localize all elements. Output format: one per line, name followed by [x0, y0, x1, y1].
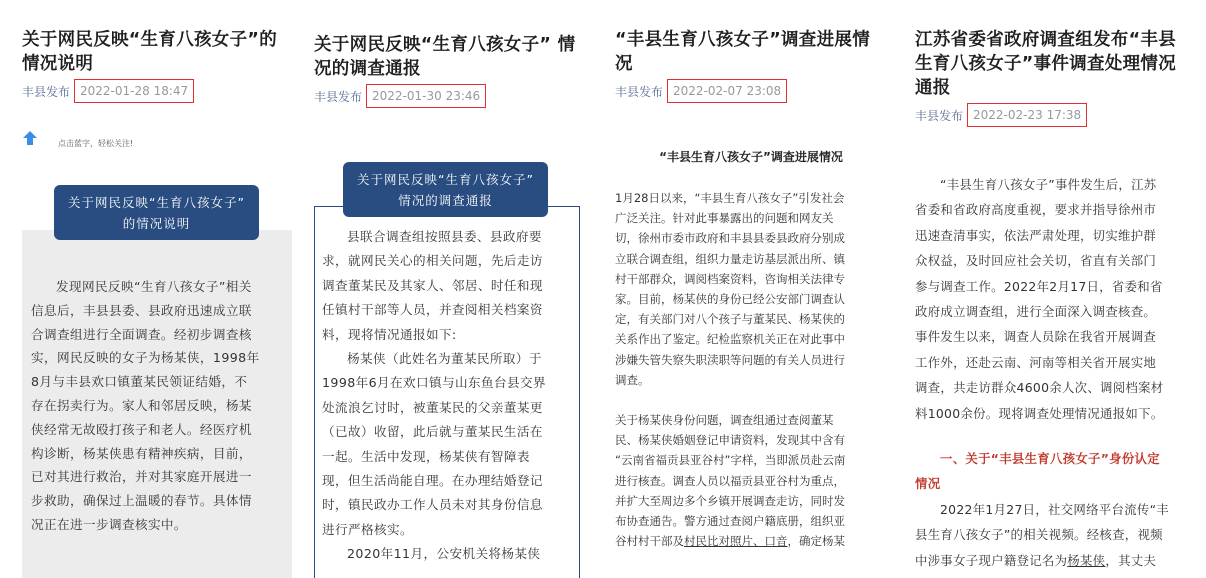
article-title	[22, 28, 292, 76]
body-text	[915, 172, 1190, 573]
text-line: 已对其进行救治，并对其家庭开展进一	[31, 469, 252, 485]
text-line: 家。目前，杨某侠的身份已经公安部门调查认	[615, 292, 845, 307]
text-line: 调查。	[615, 372, 650, 387]
publish-date: 2022-02-23 17:38	[967, 103, 1087, 127]
section-heading: 一、关于“丰县生育八孩女子”身份认定	[940, 451, 1160, 467]
text-line: 8月与丰县欢口镇董某民领证结婚，不	[31, 374, 248, 390]
text-line: 步救助，确保过上温暖的春节。具体情	[31, 493, 252, 509]
follow-hint: 点击蓝字，轻松关注!	[58, 139, 134, 148]
text-line: 侠经常无故殴打孩子和老人。经医疗机	[31, 421, 252, 437]
text-fragment: 中涉事女子现户籍登记名为	[915, 552, 1068, 568]
text-line: 时，镇民政办工作人员未对其身份信息	[322, 497, 543, 513]
article-meta	[915, 103, 1087, 127]
body-text	[615, 188, 895, 551]
text-line: 事件发生以来，调查人员除在我省开展调查	[915, 329, 1157, 345]
text-line: 调查，共走访群众4600余人次、调阅档案材	[915, 380, 1164, 396]
title-line: 况的调查通报	[314, 59, 421, 79]
text-line: 进行核查。调查人员以福贡县亚谷村为重点，	[615, 473, 845, 488]
text-line: “丰县生育八孩女子”事件发生后，江苏	[940, 177, 1157, 192]
text-line: 况正在进一步调查核实中。	[31, 516, 187, 532]
text-line: 1月28日以来，“丰县生育八孩女子”引发社会	[615, 191, 845, 205]
publish-date: 2022-01-30 23:46	[366, 84, 486, 108]
text-line: 切，徐州市委市政府和丰县县委县政府分别成	[615, 231, 845, 246]
text-line	[615, 531, 895, 551]
article-title	[915, 28, 1200, 100]
text-line: 料1000余份。现将调查处理情况通报如下。	[915, 405, 1164, 421]
title-line: 况	[615, 54, 633, 74]
title-line: 江苏省委省政府调查组发布“丰县	[915, 30, 1177, 50]
text-line: 存在拐卖行为。家人和邻居反映，杨某	[31, 397, 252, 413]
banner-line: 关于网民反映“生育八孩女子”	[68, 194, 245, 210]
text-line: 杨某侠（此姓名为董某民所取）于	[347, 351, 542, 367]
text-line: 并扩大至周边多个乡镇开展调查走访，同时发	[615, 493, 845, 508]
banner-line: 关于网民反映“生育八孩女子”	[357, 171, 534, 187]
article-meta	[314, 84, 486, 108]
text-fragment: ，确定杨某	[787, 534, 845, 549]
text-line: 构诊断，杨某侠患有精神疾病，目前，	[31, 445, 252, 461]
text-line: 2020年11月，公安机关将杨某侠	[347, 546, 541, 562]
text-line: 定，有关部门对八个孩子与董某民、杨某侠的	[615, 312, 845, 327]
title-line: 通报	[915, 78, 951, 98]
text-line: 迅速查清事实，依法严肃处理，切实维护群	[915, 227, 1157, 243]
text-line: 参与调查工作。2022年2月17日，省委和省	[915, 278, 1163, 294]
section-heading: 情况	[915, 476, 941, 492]
article-meta	[615, 79, 787, 103]
text-line: （已故）收留，此后就与董某民生活在	[322, 424, 543, 440]
text-line: 调查董某民及其家人、邻居、时任和现	[322, 277, 543, 293]
body-text	[322, 225, 577, 567]
article-title	[314, 33, 589, 81]
text-fragment: 谷村村干部及	[615, 534, 684, 549]
text-line: 立联合调查组，组织力量走访基层派出所、镇	[615, 251, 845, 266]
text-line: 进行严格核实。	[322, 521, 413, 537]
text-line: 关系作出了鉴定。纪检监察机关正在对此事中	[615, 332, 845, 347]
arrow-up-icon	[23, 131, 37, 145]
text-line: 合调查组进行全面调查。经初步调查核	[31, 326, 252, 342]
text-line	[915, 548, 1190, 573]
article-column-2	[300, 0, 600, 578]
article-column-4	[900, 0, 1200, 578]
source-link[interactable]: 丰县发布	[615, 84, 664, 99]
body-text	[31, 275, 286, 537]
article-meta	[22, 79, 194, 103]
article-column-1	[0, 0, 300, 578]
source-link[interactable]: 丰县发布	[22, 84, 71, 99]
text-line: 民、杨某侠婚姻登记申请资料，发现其中含有	[615, 433, 845, 448]
title-line: “丰县生育八孩女子”调查进展情	[615, 30, 871, 50]
text-line: 省委和省政府高度重视，要求并指导徐州市	[915, 202, 1157, 218]
text-line: “云南省福贡县亚谷村”字样，当即派员赴云南	[615, 453, 846, 468]
text-line: 料，现将情况通报如下:	[322, 326, 457, 342]
source-link[interactable]: 丰县发布	[314, 89, 363, 104]
subheading: “丰县生育八孩女子”调查进展情况	[659, 150, 843, 164]
text-line: 1998年6月在欢口镇与山东鱼台县交界	[322, 375, 546, 391]
text-fragment: ，其丈夫	[1105, 552, 1157, 568]
text-line: 县生育八孩女子”的相关视频。经核查，视频	[915, 527, 1163, 543]
text-line: 求，就网民关心的相关问题，先后走访	[322, 253, 543, 269]
publish-date: 2022-01-28 18:47	[74, 79, 194, 103]
title-line: 关于网民反映“生育八孩女子”的	[22, 30, 278, 50]
text-line: 村干部群众，调阅档案资料，咨询相关法律专	[615, 271, 845, 286]
text-line: 现，但生活尚能自理。在办理结婚登记	[322, 473, 543, 489]
publish-date: 2022-02-07 23:08	[667, 79, 787, 103]
text-line: 涉嫌失管失察失职渎职等问题的有关人员进行	[615, 352, 845, 367]
banner-line: 的情况说明	[122, 215, 191, 231]
text-line: 众权益，及时回应社会关切，省直有关部门	[915, 253, 1157, 269]
text-line: 县联合调查组按照县委、县政府要	[347, 229, 542, 244]
banner-line: 情况的调查通报	[398, 192, 493, 208]
article-column-3	[600, 0, 900, 578]
title-line: 关于网民反映“生育八孩女子” 情	[314, 35, 576, 55]
text-line: 2022年1月27日，社交网络平台流传“丰	[940, 501, 1169, 517]
article-title	[615, 28, 890, 76]
text-line: 政府成立调查组，进行全面深入调查核查。	[915, 304, 1157, 320]
text-line: 发现网民反映“生育八孩女子”相关	[56, 279, 252, 294]
underlined-text: 杨某侠	[1067, 552, 1106, 568]
title-line: 情况说明	[22, 54, 94, 74]
text-line: 关于杨某侠身份问题，调查组通过查阅董某	[615, 413, 834, 428]
text-line: 处流浪乞讨时，被董某民的父亲董某更	[322, 399, 543, 415]
text-line: 布协查通告。警方通过查阅户籍底册，组织亚	[615, 514, 845, 529]
text-line: 实，网民反映的女子为杨某侠，1998年	[31, 350, 260, 366]
section-banner	[54, 185, 259, 240]
source-link[interactable]: 丰县发布	[915, 108, 964, 123]
text-line: 信息后，丰县县委、县政府迅速成立联	[31, 302, 252, 318]
underlined-text: 村民比对照片、口音	[684, 534, 788, 549]
text-line: 工作外，还赴云南、河南等相关省开展实地	[915, 354, 1157, 370]
text-line: 广泛关注。针对此事暴露出的问题和网友关	[615, 211, 834, 226]
text-line: 任镇村干部等人员，并查阅相关档案资	[322, 302, 543, 318]
text-line: 一起。生活中发现，杨某侠有智障表	[322, 448, 530, 464]
section-banner	[343, 162, 548, 217]
title-line: 生育八孩女子”事件调查处理情况	[915, 54, 1177, 74]
